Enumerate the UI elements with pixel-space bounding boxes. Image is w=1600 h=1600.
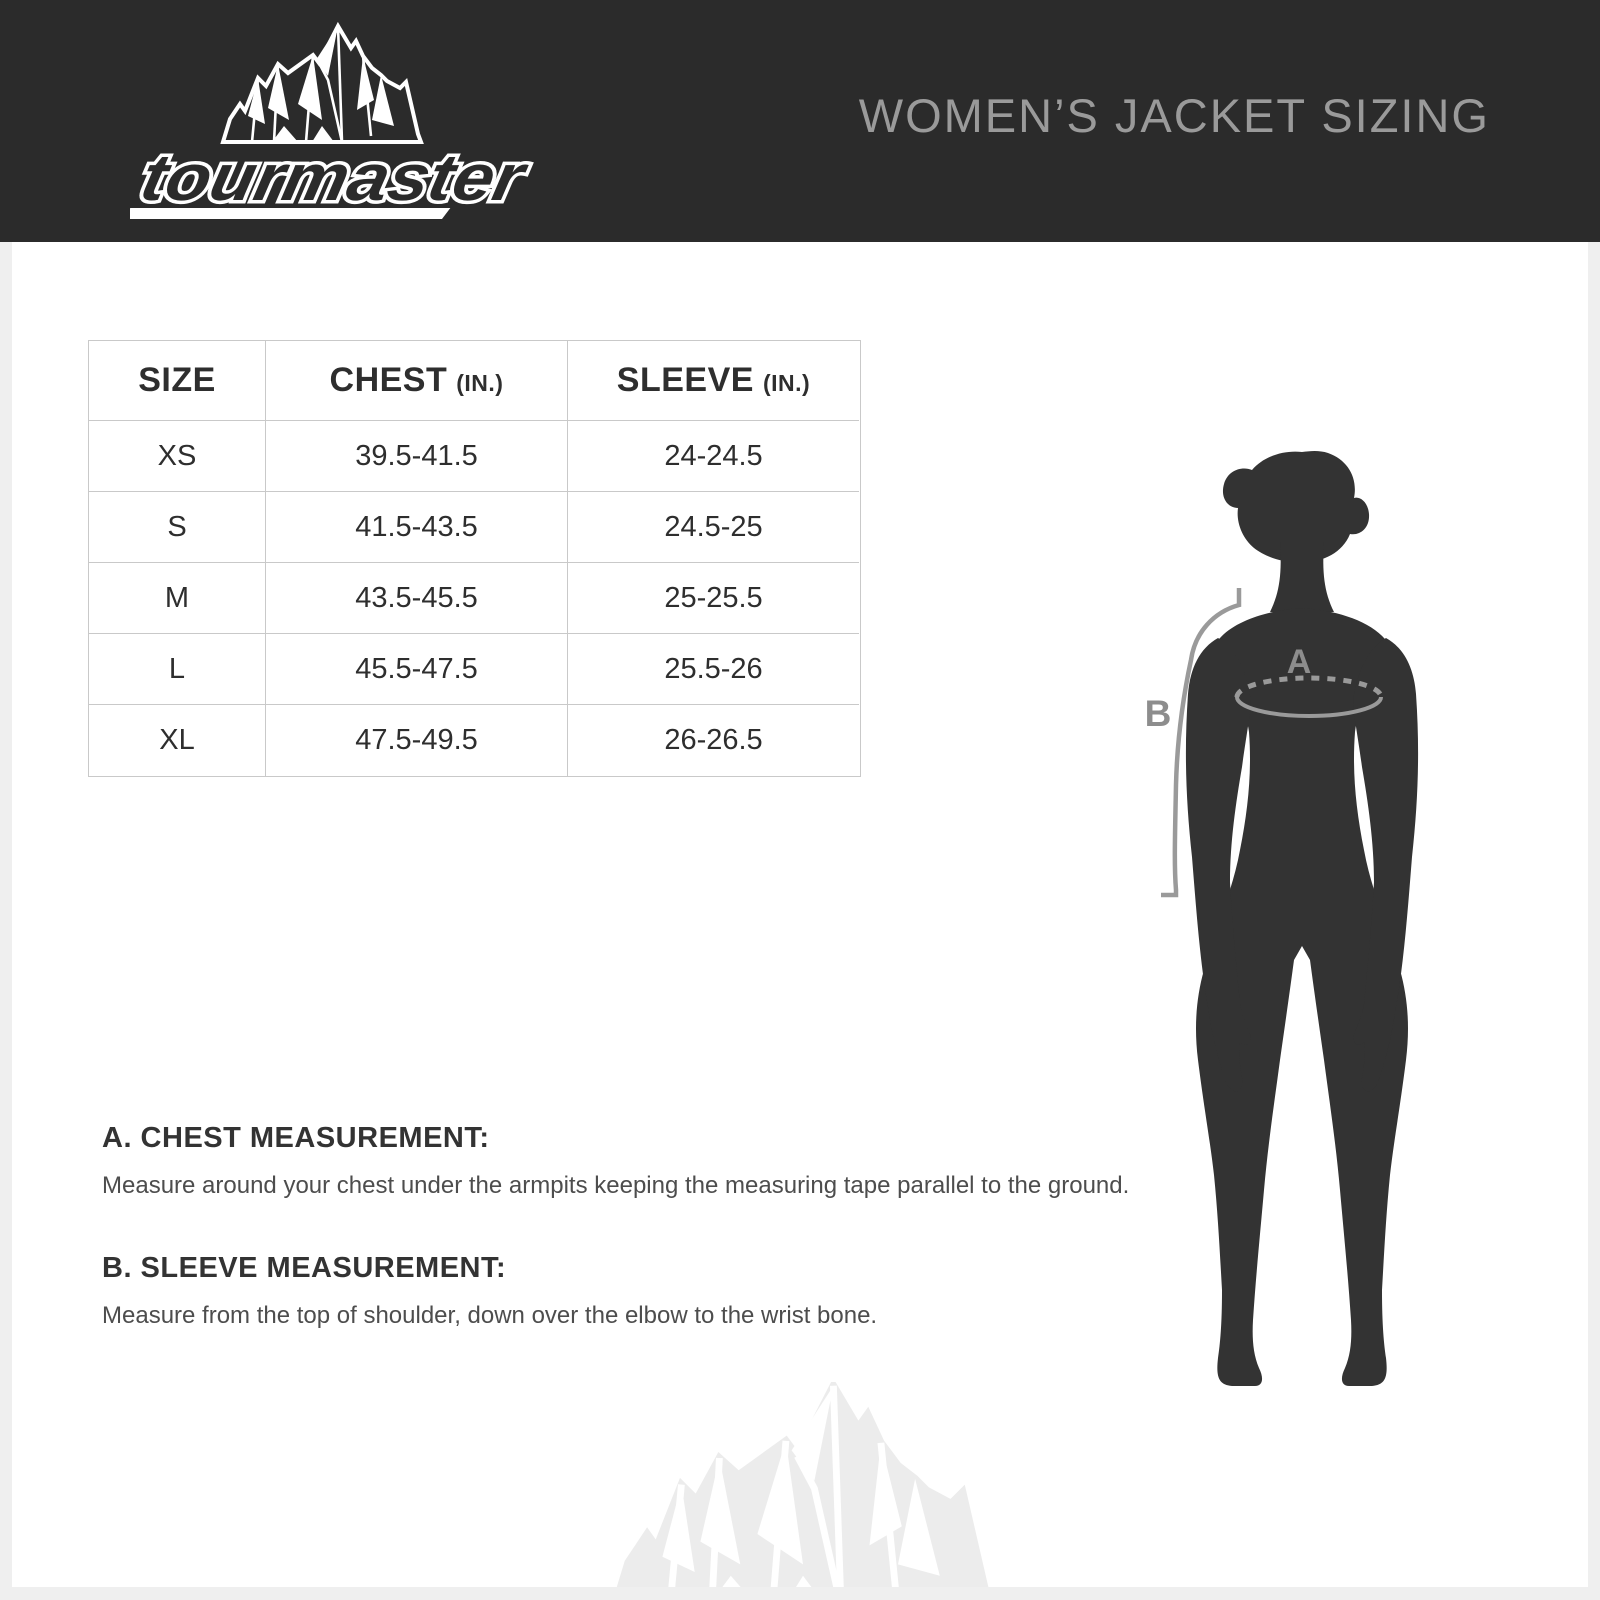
size-cell: M bbox=[89, 563, 266, 634]
size-cell: XL bbox=[89, 705, 266, 776]
size-cell: L bbox=[89, 634, 266, 705]
label-a: A bbox=[1286, 643, 1312, 681]
unit-label: (IN.) bbox=[456, 370, 504, 396]
size-table-header-row bbox=[89, 341, 860, 421]
chest-cell: 45.5-47.5 bbox=[266, 634, 568, 705]
page-title: WOMEN’S JACKET SIZING bbox=[858, 89, 1490, 142]
table-row-s bbox=[89, 492, 860, 563]
sleeve-cell: 24.5-25 bbox=[568, 492, 859, 563]
table-row-xs bbox=[89, 421, 860, 492]
mountain-watermark-icon bbox=[613, 1382, 993, 1587]
size-table bbox=[88, 340, 861, 777]
sleeve-cell: 25.5-26 bbox=[568, 634, 859, 705]
header-bar bbox=[0, 0, 1600, 242]
measurement-instructions bbox=[102, 1122, 1142, 1382]
brand-wordmark-text: tourmaster bbox=[134, 141, 496, 215]
chest-cell: 43.5-45.5 bbox=[266, 563, 568, 634]
chest-measurement-heading: A. CHEST MEASUREMENT: bbox=[102, 1122, 490, 1154]
woman-silhouette bbox=[1186, 451, 1418, 1386]
woman-silhouette-diagram bbox=[1092, 440, 1512, 1400]
brand-underline bbox=[130, 208, 450, 219]
mountain-logo-icon bbox=[223, 26, 421, 142]
column-header-chest: CHEST (IN.) bbox=[266, 341, 568, 421]
chest-cell: 41.5-43.5 bbox=[266, 492, 568, 563]
chest-cell: 47.5-49.5 bbox=[266, 705, 568, 776]
table-row-m bbox=[89, 563, 860, 634]
sleeve-cell: 24-24.5 bbox=[568, 421, 859, 492]
table-row-xl bbox=[89, 705, 860, 776]
sleeve-cell: 26-26.5 bbox=[664, 724, 763, 756]
size-cell: S bbox=[89, 492, 266, 563]
unit-label: (IN.) bbox=[762, 370, 811, 396]
table-row-l bbox=[89, 634, 860, 705]
column-header-size: SIZE bbox=[89, 341, 266, 421]
sleeve-measurement-heading: B. SLEEVE MEASUREMENT: bbox=[102, 1252, 507, 1284]
sleeve-cell: 25-25.5 bbox=[568, 563, 859, 634]
size-cell: XS bbox=[89, 421, 266, 492]
tourmaster-logo bbox=[130, 12, 560, 232]
sleeve-measurement-text: Measure from the top of shoulder, down over the elbow to the wrist bone. bbox=[102, 1302, 878, 1329]
brand-wordmark bbox=[130, 142, 534, 219]
size-table-body bbox=[89, 421, 860, 776]
chest-measurement-text: Measure around your chest under the armpits keeping the measuring tape parallel to the ground. bbox=[102, 1172, 1130, 1199]
column-header-sleeve: SLEEVE (IN.) bbox=[568, 341, 859, 421]
label-b: B bbox=[1144, 693, 1172, 734]
chest-cell: 39.5-41.5 bbox=[266, 421, 568, 492]
